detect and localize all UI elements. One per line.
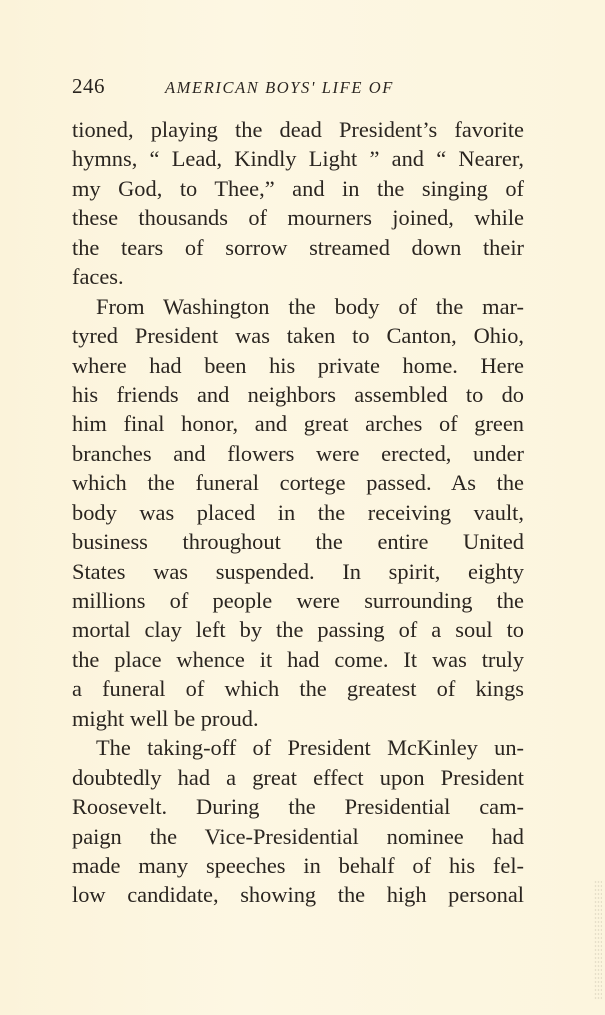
text-line: hymns, “ Lead, Kindly Light ” and “ Nearer, (72, 146, 524, 172)
text-line: paign the Vice-Presidential nominee had (72, 823, 524, 849)
page-number: 246 (72, 74, 105, 98)
text-line: tyred President was taken to Canton, Ohio, (72, 323, 524, 349)
text-line: where had been his private home. Here (72, 352, 524, 378)
text-line: these thousands of mourners joined, while (72, 205, 524, 231)
text-line: tioned, playing the dead President’s favorite (72, 117, 524, 142)
running-title: AMERICAN BOYS' LIFE OF (165, 78, 394, 97)
text-line: faces. (72, 264, 124, 290)
text-line: States was suspended. In spirit, eighty (72, 558, 524, 584)
text-line: mortal clay left by the passing of a soul to (72, 617, 524, 643)
text-line: his friends and neighbors assembled to do (72, 381, 524, 407)
text-line: the tears of sorrow streamed down their (72, 234, 524, 260)
text-line: my God, to Thee,” and in the singing of (72, 175, 524, 201)
text-line: body was placed in the receiving vault, (72, 499, 524, 525)
running-head (72, 74, 532, 98)
text-line: might well be proud. (72, 705, 259, 731)
text-line: the place whence it had come. It was truly (72, 646, 524, 672)
text-line: millions of people were surrounding the (72, 588, 524, 613)
text-line: made many speeches in behalf of his fel- (72, 852, 524, 878)
text-line: low candidate, showing the high personal (72, 882, 524, 908)
text-line: branches and flowers were erected, under (72, 440, 524, 466)
text-line: The taking-off of President McKinley un- (96, 735, 524, 761)
text-line: business throughout the entire United (72, 529, 524, 555)
page-edge-speckle (594, 880, 602, 1000)
text-line: doubtedly had a great effect upon President (72, 764, 524, 790)
text-line: which the funeral cortege passed. As the (72, 470, 524, 496)
text-line: him final honor, and great arches of green (72, 411, 524, 437)
text-line: From Washington the body of the mar- (96, 293, 524, 319)
text-line: a funeral of which the greatest of kings (72, 676, 524, 702)
body-text (72, 115, 524, 910)
text-line: Roosevelt. During the Presidential cam- (72, 794, 524, 820)
